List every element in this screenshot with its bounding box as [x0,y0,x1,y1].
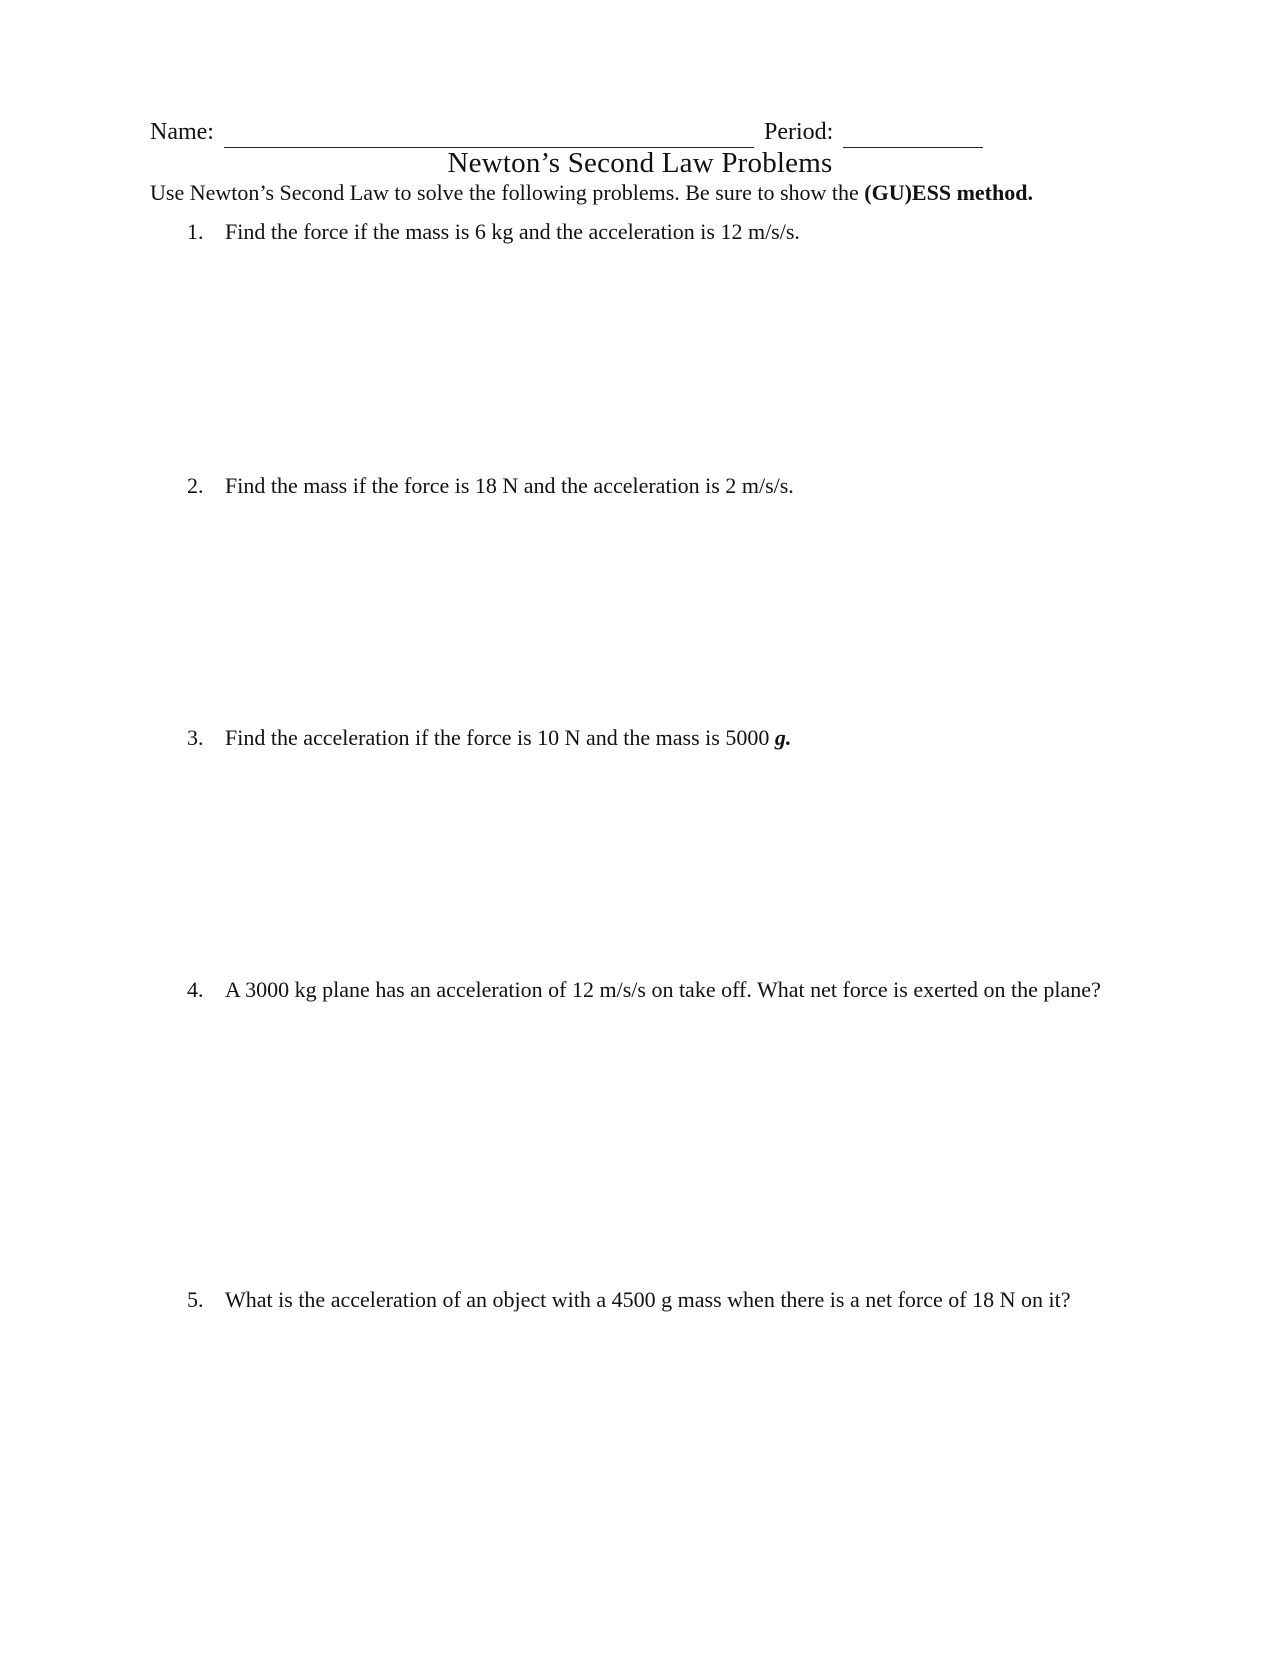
problem-text-main: Find the acceleration if the force is 10 N and the mass is 5000 [225,725,775,750]
problem-number: 1. [187,219,204,244]
problem-3 [187,718,1117,758]
instructions-text: Use Newton’s Second Law to solve the following problems. Be sure to show the [150,180,865,205]
method-word: method. [956,180,1033,205]
problem-text [225,718,1117,758]
problem-1 [187,212,1117,252]
problem-4 [187,970,1117,1010]
problem-text: Find the force if the mass is 6 kg and the acceleration is 12 m/s/s. [225,219,800,244]
problem-number: 5. [187,1287,204,1312]
problem-number: 2. [187,473,204,498]
name-label: Name: [150,119,214,145]
problem-5 [187,1280,1127,1320]
problem-text: Find the mass if the force is 18 N and the acceleration is 2 m/s/s. [225,473,794,498]
problem-2 [187,466,1117,506]
problem-unit: g. [774,725,792,750]
problem-text: What is the acceleration of an object with a 4500 g mass when there is a net force of 18 N on it? [225,1287,1071,1312]
problem-text: A 3000 kg plane has an acceleration of 12 m/s/s on take off. What net force is exerted on the plane? [225,977,1101,1002]
page-title: Newton’s Second Law Problems [447,147,833,179]
method-name: (GU)ESS [864,180,952,205]
instructions [150,178,1150,208]
period-label: Period: [763,119,834,145]
problem-number: 3. [187,725,204,750]
problem-number: 4. [187,977,204,1002]
